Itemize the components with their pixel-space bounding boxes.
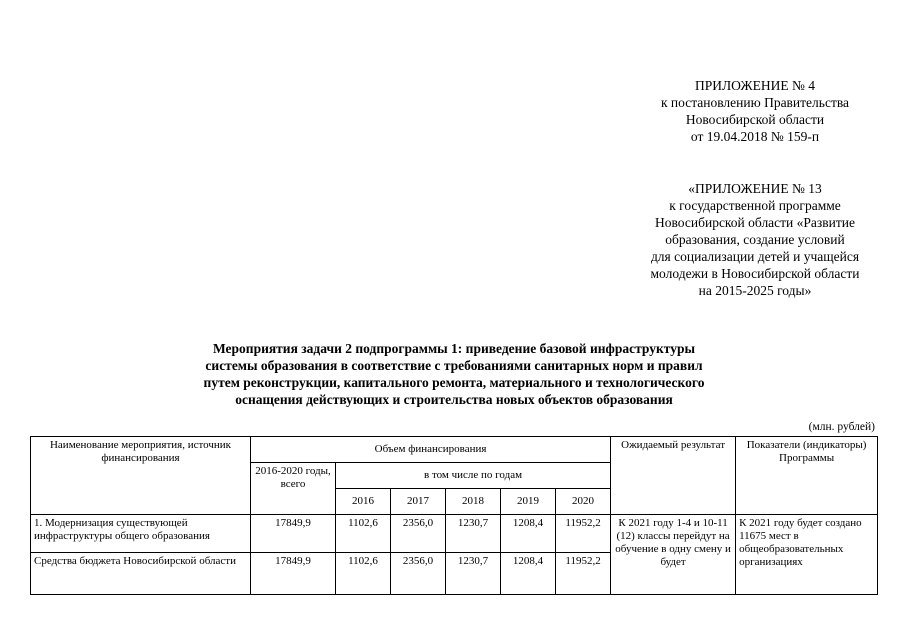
appendix-13-line7: на 2015-2025 годы» [698,283,812,298]
header-total: 2016-2020 годы, всего [251,463,336,515]
appendix-13-line6: молодежи в Новосибирской области [650,266,860,281]
row1-2017: 2356,0 [391,515,446,553]
title-line4: оснащения действующих и строительства новых объектов образования [235,392,673,407]
appendix-4-header [600,77,905,145]
header-result: Ожидаемый результат [611,437,736,515]
row2-total: 17849,9 [251,553,336,595]
header-year-2017: 2017 [391,489,446,515]
row2-2016: 1102,6 [336,553,391,595]
header-year-2020: 2020 [556,489,611,515]
appendix-13-header [600,180,905,299]
row2-2020: 11952,2 [556,553,611,595]
appendix-13-line4: образования, создание условий [665,232,845,247]
title-line1: Мероприятия задачи 2 подпрограммы 1: приведение базовой инфраструктуры [212,341,696,356]
expected-result: К 2021 году 1-4 и 10-11 (12) классы перейдут на обучение в одну смену и будет [611,515,736,595]
row2-2017: 2356,0 [391,553,446,595]
row1-name: 1. Модернизация существующей инфраструктуры общего образования [31,515,251,553]
row1-2020: 11952,2 [556,515,611,553]
appendix-13-line2: к государственной программе [669,198,841,213]
unit-label: (млн. рублей) [808,421,875,433]
header-year-2016: 2016 [336,489,391,515]
header-year-2019: 2019 [501,489,556,515]
program-indicators: К 2021 году будет создано 11675 мест в общеобразовательных организациях [736,515,878,595]
appendix-4-line2: к постановлению Правительства [660,95,850,110]
title-line3: путем реконструкции, капитального ремонта, материального и технологического [203,375,705,390]
row2-2019: 1208,4 [501,553,556,595]
appendix-4-line4: от 19.04.2018 № 159-п [690,129,820,144]
row2-name: Средства бюджета Новосибирской области [31,553,251,595]
header-volume: Объем финансирования [251,437,611,463]
title-line2: системы образования в соответствие с требованиями санитарных норм и правил [205,358,703,373]
appendix-13-line5: для социализации детей и учащейся [650,249,860,264]
appendix-4-line1: ПРИЛОЖЕНИЕ № 4 [694,78,816,93]
appendix-4-line3: Новосибирской области [685,112,825,127]
row1-2018: 1230,7 [446,515,501,553]
appendix-13-line3: Новосибирской области «Развитие [655,215,855,230]
row1-2016: 1102,6 [336,515,391,553]
header-by-years: в том числе по годам [336,463,611,489]
document-title [120,340,788,408]
row1-2019: 1208,4 [501,515,556,553]
row2-2018: 1230,7 [446,553,501,595]
row1-total: 17849,9 [251,515,336,553]
appendix-13-line1: «ПРИЛОЖЕНИЕ № 13 [688,181,822,196]
header-name: Наименование мероприятия, источник финансирования [31,437,251,515]
header-year-2018: 2018 [446,489,501,515]
financing-table [30,436,878,595]
table-row [31,515,878,553]
header-indicators: Показатели (индикаторы) Программы [736,437,878,515]
